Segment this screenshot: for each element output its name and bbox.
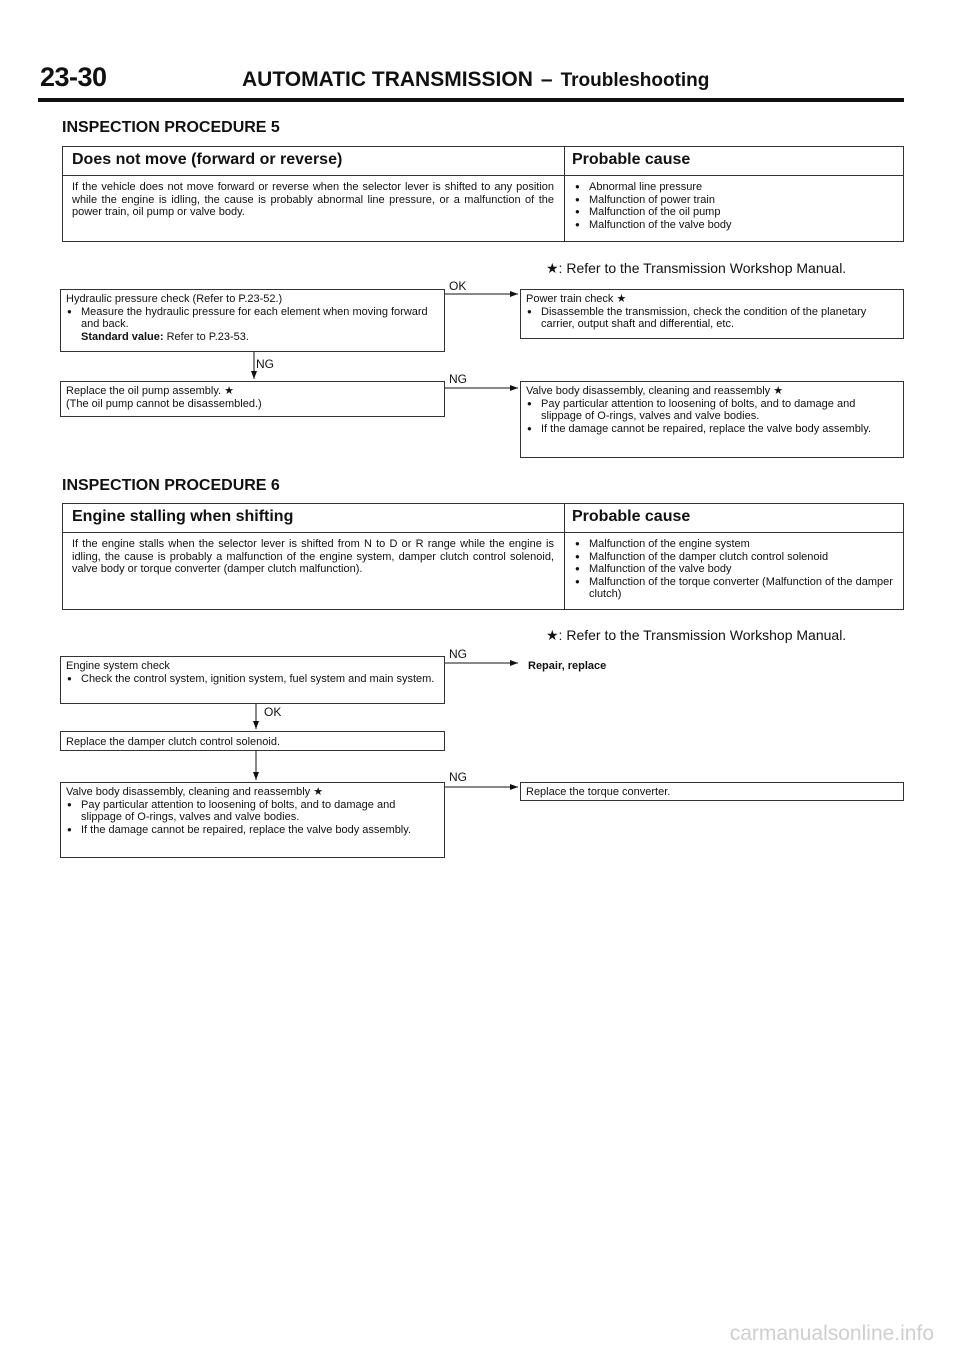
symptom-description: If the vehicle does not move forward or reverse when the selector lever is shifted to any position while the engine is idling, the cause is probably abnormal line pressure, or a malfunction of the power train, oil pump or valve body. [72, 181, 554, 218]
site-watermark: carmanualsonline.info [729, 1322, 934, 1345]
cause-item: ● Malfunction of the oil pump [574, 206, 894, 219]
probable-cause-heading: Probable cause [572, 508, 691, 525]
ng-label: NG [449, 372, 467, 386]
ok-label: OK [264, 705, 282, 719]
page-number: 23-30 [40, 62, 107, 92]
valve-body-bullet: ● If the damage cannot be repaired, replace the valve body assembly. [66, 824, 439, 837]
oil-pump-note-line: (The oil pump cannot be disassembled.) [66, 397, 262, 410]
title-dash: – [540, 68, 553, 91]
workshop-manual-note: ★: Refer to the Transmission Workshop Manual. [546, 627, 847, 643]
cause-item: ● Malfunction of the valve body [574, 563, 896, 576]
cause-item: ● Abnormal line pressure [574, 181, 894, 194]
hydraulic-check-bullet: ● Measure the hydraulic pressure for each element when moving forward and back. [66, 306, 439, 331]
standard-value-ref: Refer to P.23-53. [166, 330, 249, 343]
workshop-manual-note: ★: Refer to the Transmission Workshop Manual. [546, 260, 847, 276]
procedure-6-title: INSPECTION PROCEDURE 6 [62, 477, 280, 494]
probable-cause-heading: Probable cause [572, 151, 691, 168]
valve-body-bullet: ● Pay particular attention to loosening of bolts, and to damage and slippage of O-rings, valves and valve bodies. [66, 799, 439, 824]
power-train-title: Power train check ★ [526, 293, 627, 305]
symptom-heading: Does not move (forward or reverse) [72, 151, 343, 168]
standard-value-label: Standard value: [81, 330, 164, 343]
symptom-description: If the engine stalls when the selector lever is shifted from N to D or R range while the engine is idling, the cause is probably a malfunction of the engine system, damper clutch control solenoid, valve body or torque converter (damper clutch malfunction). [72, 538, 554, 575]
replace-oil-pump-line: Replace the oil pump assembly. ★ [66, 385, 235, 397]
symptom-heading: Engine stalling when shifting [72, 508, 294, 525]
title-subtitle: Troubleshooting [560, 70, 710, 91]
ng-label: NG [449, 770, 467, 784]
valve-body-bullet: ● Pay particular attention to loosening of bolts, and to damage and slippage of O-rings, valves and valve bodies. [526, 398, 898, 423]
power-train-bullet: ● Disassemble the transmission, check the condition of the planetary carrier, output shaft and differential, etc. [526, 306, 898, 331]
ng-label: NG [256, 357, 274, 371]
replace-torque-converter-line: Replace the torque converter. [526, 786, 671, 798]
ok-label: OK [449, 279, 467, 293]
valve-body-title: Valve body disassembly, cleaning and reassembly ★ [66, 786, 324, 798]
engine-check-title: Engine system check [66, 660, 170, 672]
cause-item: ● Malfunction of power train [574, 194, 894, 207]
engine-check-bullet: ● Check the control system, ignition system, fuel system and main system. [66, 673, 439, 686]
title-main: AUTOMATIC TRANSMISSION [242, 68, 533, 91]
cause-item: ● Malfunction of the engine system [574, 538, 896, 551]
replace-solenoid-line: Replace the damper clutch control solenoid. [66, 736, 281, 748]
ng-label: NG [449, 647, 467, 661]
procedure-5-title: INSPECTION PROCEDURE 5 [62, 119, 280, 136]
repair-replace-label: Repair, replace [528, 660, 607, 672]
valve-body-bullet: ● If the damage cannot be repaired, replace the valve body assembly. [526, 423, 898, 436]
cause-item: ● Malfunction of the torque converter (Malfunction of the damper clutch) [574, 576, 896, 601]
cause-item: ● Malfunction of the damper clutch control solenoid [574, 551, 896, 564]
valve-body-title: Valve body disassembly, cleaning and reassembly ★ [526, 385, 784, 397]
hydraulic-check-title: Hydraulic pressure check (Refer to P.23-52.) [66, 293, 283, 305]
cause-item: ● Malfunction of the valve body [574, 219, 894, 232]
